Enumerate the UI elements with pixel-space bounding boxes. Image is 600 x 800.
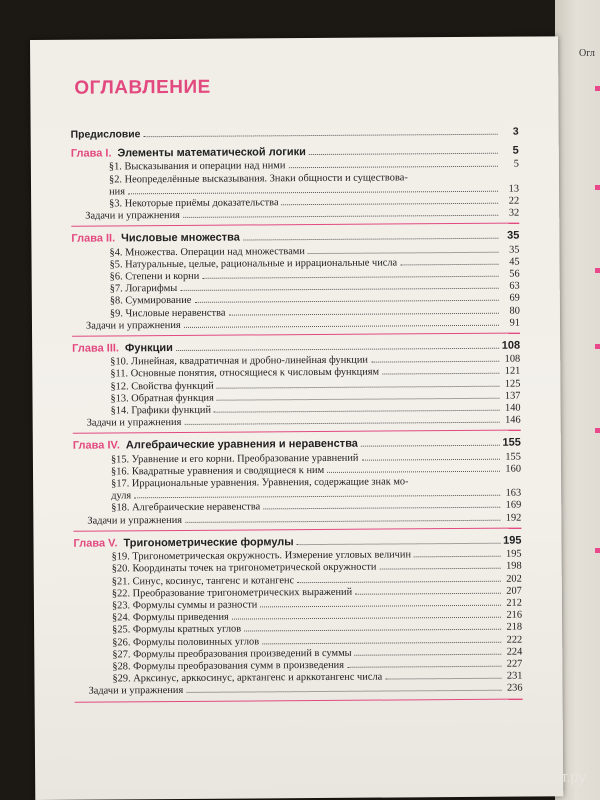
chapter-title — [71, 146, 306, 160]
section-page: 121 — [504, 366, 521, 378]
section-page: 236 — [506, 682, 523, 695]
leader-dots — [297, 543, 500, 545]
section-label: Задачи и упражнения — [86, 417, 182, 429]
leader-dots — [217, 398, 500, 401]
chapter-number: Глава II. — [71, 232, 116, 246]
section-page: 227 — [506, 658, 523, 670]
exercises-row[interactable] — [71, 208, 519, 223]
leader-dots — [186, 690, 501, 693]
section-label: §21. Синус, косинус, тангенс и котангенс — [111, 574, 295, 587]
section-label: Задачи и упражнения — [87, 514, 183, 527]
chapter-row[interactable] — [72, 340, 520, 355]
chapter-mark — [595, 185, 600, 190]
section-label: §4. Множества. Операции над множествами — [109, 245, 305, 259]
leader-dots — [327, 471, 500, 473]
section-label: §8. Суммирование — [109, 295, 192, 307]
chapter-number: Глава I. — [70, 147, 112, 160]
page-title: ОГЛАВЛЕНИЕ — [74, 76, 211, 99]
section-label: §2. Неопределённые высказывания. Знаки общности и существова- — [108, 171, 408, 186]
section-label: §7. Логарифмы — [109, 283, 178, 295]
section-page: 212 — [506, 597, 522, 609]
leader-dots — [232, 617, 501, 620]
chapter-page: 155 — [502, 437, 521, 450]
exercises-row[interactable] — [75, 683, 523, 698]
leader-dots — [308, 251, 499, 253]
section-page: 13 — [508, 183, 520, 195]
leader-dots — [400, 264, 498, 266]
section-page: 169 — [505, 500, 522, 512]
chapter-divider — [73, 527, 521, 531]
leader-dots — [217, 385, 500, 388]
leader-dots — [297, 580, 501, 582]
chapter-number: Глава III. — [72, 342, 120, 355]
section-label: дуля — [111, 490, 132, 502]
chapter-name: Функции — [124, 342, 173, 355]
chapter-row[interactable] — [71, 145, 519, 160]
section-label: §3. Некоторые приёмы доказательства — [109, 197, 279, 210]
book-page — [30, 36, 563, 800]
section-page: 80 — [509, 305, 520, 317]
leader-dots — [244, 629, 501, 632]
chapter-title — [73, 438, 358, 452]
preface-page: 3 — [512, 126, 519, 138]
leader-dots — [228, 312, 498, 315]
section-page: 192 — [505, 512, 522, 524]
chapter-row[interactable] — [71, 230, 519, 245]
section-label: §22. Преобразование тригонометрических выражений — [111, 586, 353, 600]
section-page: 160 — [505, 463, 522, 475]
section-label: §10. Линейная, квадратичная и дробно-линейная функции — [110, 354, 369, 368]
chapter-mark — [595, 344, 600, 349]
chapter-row[interactable] — [73, 437, 521, 452]
leader-dots — [183, 215, 498, 218]
section-page: 32 — [508, 207, 520, 219]
section-label: §27. Формулы преобразования произведений в суммы — [112, 647, 352, 661]
chapter-page: 108 — [501, 339, 521, 352]
section-page: 63 — [509, 280, 520, 292]
section-label: §18. Алгебраические неравенства — [111, 501, 261, 514]
leader-dots — [243, 238, 499, 241]
leader-dots — [414, 556, 501, 558]
preface-label: Предисловие — [70, 129, 141, 141]
section-label: §16. Квадратные уравнения и сводящиеся к ним — [110, 464, 325, 478]
section-label: §25. Формулы кратных углов — [112, 623, 242, 636]
section-label: §26. Формулы половинных углов — [112, 635, 260, 648]
chapter-page: 35 — [507, 230, 520, 243]
section-page: 91 — [509, 317, 521, 329]
exercises-row[interactable] — [72, 317, 520, 332]
leader-dots — [355, 592, 501, 594]
chapter-divider — [75, 698, 523, 702]
chapter-name: Тригонометрические формулы — [123, 536, 294, 550]
leader-dots — [263, 507, 500, 510]
chapter-divider — [73, 430, 521, 434]
leader-dots — [371, 361, 499, 363]
section-page: 224 — [506, 646, 523, 658]
section-label: §20. Координаты точек на тригонометрической окружности — [111, 561, 377, 575]
section-page: 216 — [506, 609, 523, 621]
section-page: 155 — [505, 451, 521, 463]
leader-dots — [184, 325, 499, 328]
leader-dots — [361, 458, 499, 460]
section-page: 69 — [509, 293, 520, 305]
section-page: 137 — [504, 390, 521, 402]
section-page: 207 — [506, 585, 522, 597]
chapter-name: Алгебраические уравнения и неравенства — [125, 438, 358, 452]
section-page: 163 — [505, 487, 522, 499]
section-page: 56 — [509, 268, 520, 280]
chapter-title — [73, 536, 293, 550]
section-page: 222 — [506, 634, 523, 646]
right-page-header: Огл — [579, 48, 595, 59]
chapter-number: Глава V. — [73, 537, 118, 550]
chapter-mark — [595, 548, 600, 553]
chapter-row[interactable] — [73, 534, 521, 549]
section-page: 140 — [504, 402, 521, 414]
section-page: 22 — [508, 195, 520, 207]
leader-dots — [214, 410, 500, 413]
chapter-number: Глава IV. — [72, 439, 120, 453]
section-label: Задачи и упражнения — [85, 319, 181, 332]
leader-dots — [288, 166, 497, 168]
exercises-row[interactable] — [73, 415, 521, 430]
section-page: 35 — [509, 244, 520, 256]
leader-dots — [128, 191, 498, 195]
section-label: §28. Формулы преобразования сумм в произведения — [112, 659, 345, 673]
section-label: Задачи и упражнения — [85, 210, 180, 222]
section-label: §11. Основные понятия, относящиеся к числовым функциям — [110, 367, 380, 380]
leader-dots — [180, 288, 498, 291]
leader-dots — [382, 373, 499, 375]
section-label: §13. Обратная функция — [110, 392, 214, 405]
section-label: §1. Высказывания и операции над ними — [108, 160, 286, 173]
chapter-page: 195 — [503, 534, 522, 547]
leader-dots — [184, 422, 499, 425]
chapter-mark — [595, 86, 600, 91]
section-label: ния — [109, 186, 126, 198]
section-page: 195 — [505, 548, 522, 560]
section-page: 108 — [504, 353, 521, 365]
section-label: §29. Арксинус, арккосинус, арктангенс и арккотангенс числа — [112, 671, 383, 685]
leader-dots — [379, 568, 500, 570]
leader-dots — [355, 653, 502, 655]
chapter-title — [72, 342, 173, 355]
chapter-divider — [71, 223, 519, 227]
section-label: §23. Формулы суммы и разности — [111, 599, 258, 612]
leader-dots — [260, 605, 501, 608]
section-page: 231 — [506, 670, 523, 682]
chapter-title — [71, 232, 240, 245]
section-page: 198 — [506, 560, 522, 572]
chapter-divider — [72, 333, 520, 337]
section-page: 218 — [506, 621, 523, 633]
exercises-row[interactable] — [73, 512, 521, 527]
leader-dots — [262, 641, 501, 644]
leader-dots — [202, 276, 498, 279]
section-page: 146 — [505, 414, 521, 426]
section-page: 45 — [509, 256, 520, 268]
watermark: абиринт.ру — [510, 769, 586, 786]
section-label: §12. Свойства функций — [110, 380, 214, 393]
leader-dots — [143, 134, 497, 137]
leader-dots — [385, 678, 501, 680]
leader-dots — [185, 519, 500, 522]
chapter-mark — [595, 428, 600, 433]
section-label: §6. Степени и корни — [109, 270, 200, 283]
leader-dots — [194, 300, 498, 303]
section-label: §15. Уравнение и его корни. Преобразование уравнений — [110, 452, 359, 466]
leader-dots — [361, 445, 500, 447]
chapter-name: Числовые множества — [121, 231, 240, 245]
section-page: 5 — [513, 158, 519, 171]
table-of-contents — [71, 127, 523, 703]
section-label: §17. Иррациональные уравнения. Уравнения, содержащие знак мо- — [111, 476, 409, 490]
leader-dots — [347, 666, 501, 668]
leader-dots — [282, 203, 499, 206]
section-label: Задачи и упражнения — [88, 685, 184, 697]
section-label: §14. Графики функций — [110, 404, 212, 417]
leader-dots — [176, 348, 499, 351]
preface-row[interactable] — [71, 127, 519, 142]
leader-dots — [134, 495, 500, 499]
chapter-name: Элементы математической логики — [117, 146, 306, 160]
chapter-page: 5 — [512, 144, 519, 157]
section-page: 125 — [504, 378, 521, 390]
section-label: §9. Числовые неравенства — [109, 307, 226, 320]
section-label: §24. Формулы приведения — [111, 611, 229, 624]
section-page: 202 — [506, 573, 522, 585]
chapter-mark — [595, 268, 600, 273]
leader-dots — [309, 153, 498, 155]
section-label: §19. Тригонометрическая окружность. Измерение угловых величин — [111, 549, 412, 563]
section-label: §5. Натуральные, целые, рациональные и иррациональные числа — [109, 257, 398, 271]
